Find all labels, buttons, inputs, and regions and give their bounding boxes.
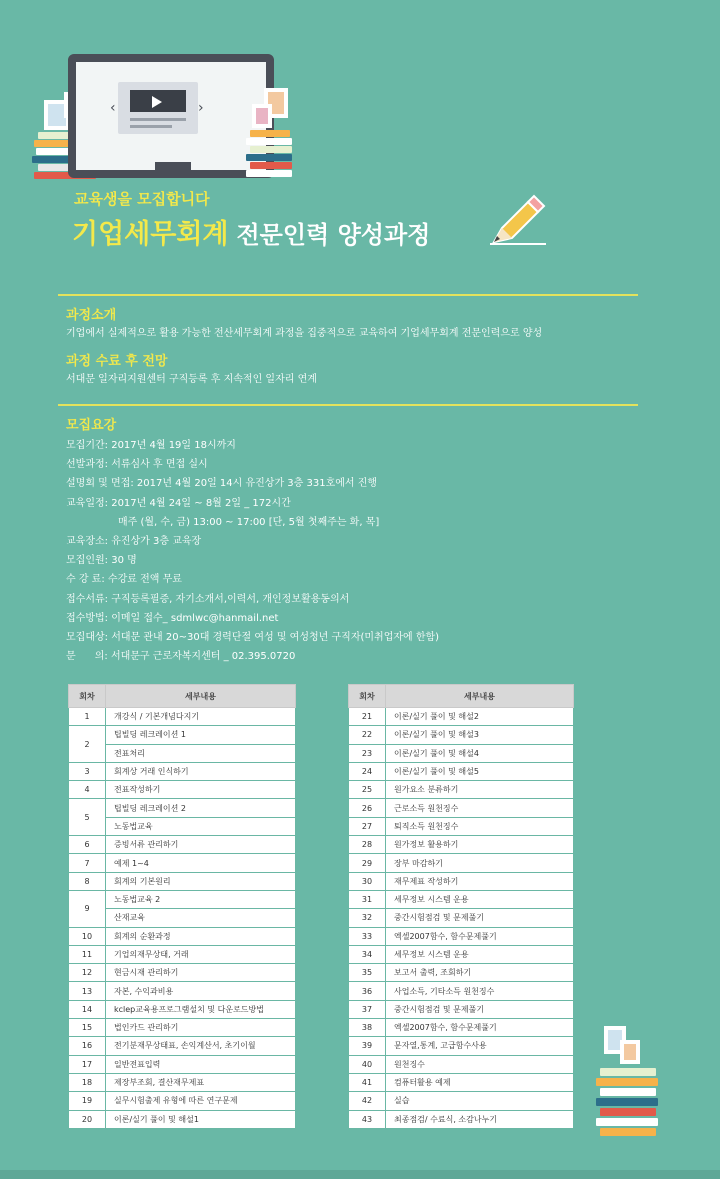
header-detail: 세부내용 — [386, 685, 574, 708]
book-icon — [600, 1128, 656, 1136]
table-row — [349, 836, 574, 854]
recruit-row — [66, 647, 439, 666]
session-detail: 이론/실기 풀이 및 해설1 — [106, 1110, 296, 1128]
session-detail: 이론/실기 풀이 및 해설3 — [386, 726, 574, 744]
recruit-value: 수강료 전액 무료 — [107, 574, 182, 586]
session-number: 36 — [349, 982, 386, 1000]
session-detail: 전표처리 — [106, 744, 296, 762]
table-row — [349, 744, 574, 762]
book-icon — [246, 154, 292, 161]
outlook-heading: 과정 수료 후 전망 — [66, 354, 168, 369]
session-number: 11 — [69, 945, 106, 963]
recruit-row — [66, 455, 439, 474]
session-detail: 전기분재무상태표, 손익계산서, 초기이월 — [106, 1037, 296, 1055]
session-detail: 개강식 / 기본개념다지기 — [106, 708, 296, 726]
table-row — [349, 872, 574, 890]
table-row — [69, 890, 296, 908]
table-row — [69, 1019, 296, 1037]
recruit-label: 설명회 및 면접: — [66, 478, 134, 490]
recruit-details — [66, 436, 439, 666]
recruit-value: 30 명 — [111, 555, 137, 567]
recruit-label: 문 의: — [66, 651, 108, 663]
table-row — [69, 726, 296, 744]
header-session: 회차 — [349, 685, 386, 708]
table-row — [69, 872, 296, 890]
recruit-row — [66, 551, 439, 570]
books-illustration — [590, 1020, 690, 1160]
session-detail: 전표작성하기 — [106, 781, 296, 799]
recruit-label: 수 강 료: — [66, 574, 105, 586]
recruit-value: 유진상가 3층 교육장 — [111, 536, 202, 548]
session-number: 30 — [349, 872, 386, 890]
recruit-email[interactable]: 이메일 접수_ sdmlwc@hanmail.net — [111, 612, 279, 624]
table-row — [349, 909, 574, 927]
session-number: 22 — [349, 726, 386, 744]
table-header — [349, 685, 574, 708]
recruit-value: 서류심사 후 면접 실시 — [111, 459, 208, 471]
session-detail: 중간시험점검 및 문제풀기 — [386, 909, 574, 927]
recruit-label: 교육일정: — [66, 497, 109, 509]
book-icon — [600, 1088, 656, 1096]
session-detail: 노동법교육 2 — [106, 890, 296, 908]
recruit-row — [66, 609, 439, 628]
book-icon — [250, 162, 292, 169]
recruit-label: 모집기간: — [66, 440, 109, 451]
table-row — [69, 708, 296, 726]
session-number: 7 — [69, 854, 106, 872]
book-icon — [250, 130, 290, 137]
table-row — [349, 982, 574, 1000]
recruit-value: 2017년 4월 20일 14시 유진상가 3층 331호에서 진행 — [136, 478, 378, 490]
recruit-value: 서대문 관내 20~30대 경력단절 여성 및 여성청년 구직자(미취업자에 한함) — [111, 632, 440, 644]
table-header — [69, 685, 296, 708]
table-row — [349, 708, 574, 726]
session-number: 40 — [349, 1055, 386, 1073]
recruit-heading: 모집요강 — [66, 418, 117, 433]
table-row — [349, 1000, 574, 1018]
recruit-row — [66, 474, 439, 493]
recruit-label: 접수방법: — [66, 612, 109, 624]
hero-illustration — [0, 0, 720, 185]
table-row — [349, 1037, 574, 1055]
table-row — [69, 1110, 296, 1128]
session-detail: 자본, 수익과비용 — [106, 982, 296, 1000]
book-icon — [600, 1068, 656, 1076]
table-row — [69, 964, 296, 982]
session-number: 4 — [69, 781, 106, 799]
table-row — [69, 762, 296, 780]
recruit-label: 모집인원: — [66, 555, 109, 567]
session-number: 41 — [349, 1073, 386, 1091]
session-detail: 근로소득 원천징수 — [386, 799, 574, 817]
recruit-value: 서대문구 근로자복지센터 _ 02.395.0720 — [110, 651, 296, 663]
recruit-row — [66, 436, 439, 455]
session-number: 32 — [349, 909, 386, 927]
session-detail: 보고서 출력, 조회하기 — [386, 964, 574, 982]
session-number: 24 — [349, 762, 386, 780]
session-number: 28 — [349, 836, 386, 854]
session-detail: 세무정보 시스템 운용 — [386, 945, 574, 963]
session-detail: 실습 — [386, 1092, 574, 1110]
table-row — [69, 1037, 296, 1055]
session-detail: 증빙서류 관리하기 — [106, 836, 296, 854]
session-number: 27 — [349, 817, 386, 835]
table-row — [349, 890, 574, 908]
session-number: 43 — [349, 1110, 386, 1128]
picture-frame-icon — [620, 1040, 640, 1064]
recruit-value: 매주 (월, 수, 금) 13:00 ~ 17:00 [단, 5월 첫째주는 화, 목] — [118, 516, 380, 528]
recruit-label: 교육장소: — [66, 536, 109, 548]
outlook-text: 서대문 일자리지원센터 구직등록 후 지속적인 일자리 연계 — [66, 374, 317, 385]
header-session: 회차 — [69, 685, 106, 708]
session-detail: 이론/실기 풀이 및 해설5 — [386, 762, 574, 780]
session-detail: 노동법교육 — [106, 817, 296, 835]
session-number: 1 — [69, 708, 106, 726]
session-detail: 기업의재무상태, 거래 — [106, 945, 296, 963]
session-detail: kclep교육용프로그램설치 및 다운로드방법 — [106, 1000, 296, 1018]
table-row — [349, 1019, 574, 1037]
session-number: 38 — [349, 1019, 386, 1037]
session-detail: 회계상 거래 인식하기 — [106, 762, 296, 780]
table-row — [349, 945, 574, 963]
play-icon — [152, 96, 162, 108]
table-row — [69, 982, 296, 1000]
table-row — [349, 1092, 574, 1110]
divider-line — [58, 294, 638, 296]
table-row — [69, 927, 296, 945]
table-row — [349, 781, 574, 799]
table-row — [69, 945, 296, 963]
session-number: 5 — [69, 799, 106, 836]
session-detail: 이론/실기 풀이 및 해설2 — [386, 708, 574, 726]
table-row — [69, 1092, 296, 1110]
table-row — [69, 836, 296, 854]
session-detail: 법인카드 관리하기 — [106, 1019, 296, 1037]
session-number: 31 — [349, 890, 386, 908]
hero-title-rest: 전문인력 양성과정 — [236, 221, 431, 249]
session-number: 20 — [69, 1110, 106, 1128]
session-number: 6 — [69, 836, 106, 854]
book-icon — [596, 1118, 658, 1126]
session-detail: 원가요소 분류하기 — [386, 781, 574, 799]
session-number: 21 — [349, 708, 386, 726]
session-detail: 최종점검/ 수료식, 소감나누기 — [386, 1110, 574, 1128]
session-number: 25 — [349, 781, 386, 799]
book-icon — [600, 1108, 656, 1116]
book-icon — [596, 1098, 658, 1106]
session-number: 16 — [69, 1037, 106, 1055]
session-detail: 엑셀2007함수, 함수문제풀기 — [386, 1019, 574, 1037]
monitor-base — [100, 170, 246, 178]
text-line — [130, 125, 172, 128]
recruit-value: 2017년 4월 24일 ~ 8월 2일 _ 172시간 — [111, 497, 291, 509]
session-detail: 세무정보 시스템 운용 — [386, 890, 574, 908]
session-number: 3 — [69, 762, 106, 780]
divider-line — [58, 404, 638, 406]
recruit-label: 접수서류: — [66, 593, 109, 605]
session-number: 2 — [69, 726, 106, 763]
recruit-row — [66, 590, 439, 609]
schedule-table-right — [348, 684, 574, 1129]
book-icon — [596, 1078, 658, 1086]
session-detail: 산재교육 — [106, 909, 296, 927]
table-row — [69, 854, 296, 872]
course-intro-text: 기업에서 실제적으로 활용 가능한 전산세무회계 과정을 집중적으로 교육하여 기업세무회계 전문인력으로 양성 — [66, 328, 543, 339]
book-icon — [246, 170, 292, 177]
session-detail: 제장부조회, 결산재무제표 — [106, 1073, 296, 1091]
course-intro-heading: 과정소개 — [66, 308, 117, 323]
chevron-right-icon: › — [198, 100, 204, 116]
recruit-label: 모집대상: — [66, 632, 109, 644]
session-detail: 엑셀2007함수, 함수문제풀기 — [386, 927, 574, 945]
table-row — [349, 726, 574, 744]
session-number: 33 — [349, 927, 386, 945]
session-number: 34 — [349, 945, 386, 963]
session-number: 23 — [349, 744, 386, 762]
session-detail: 이론/실기 풀이 및 해설4 — [386, 744, 574, 762]
session-detail: 회계의 기본원리 — [106, 872, 296, 890]
session-detail: 실무시험출제 유형에 따른 연구문제 — [106, 1092, 296, 1110]
session-detail: 팁빌딩 레크레이션 1 — [106, 726, 296, 744]
recruit-row — [66, 513, 439, 532]
table-row — [69, 1000, 296, 1018]
session-detail: 퇴직소득 원천징수 — [386, 817, 574, 835]
table-row — [349, 927, 574, 945]
session-detail: 장부 마감하기 — [386, 854, 574, 872]
text-line — [130, 118, 186, 121]
session-number: 29 — [349, 854, 386, 872]
session-number: 9 — [69, 890, 106, 927]
recruit-row — [66, 570, 439, 589]
session-detail: 문자열,통계, 고급함수사용 — [386, 1037, 574, 1055]
session-detail: 사업소득, 기타소득 원천징수 — [386, 982, 574, 1000]
pencil-icon — [488, 194, 548, 250]
table-row — [69, 799, 296, 817]
recruit-value: 구직등록필증, 자기소개서,이력서, 개인정보활용동의서 — [111, 593, 350, 605]
session-detail: 중간시험점검 및 문제풀기 — [386, 1000, 574, 1018]
table-row — [349, 854, 574, 872]
table-row — [69, 781, 296, 799]
session-number: 8 — [69, 872, 106, 890]
session-number: 14 — [69, 1000, 106, 1018]
session-detail: 원천징수 — [386, 1055, 574, 1073]
session-number: 19 — [69, 1092, 106, 1110]
session-number: 18 — [69, 1073, 106, 1091]
table-row — [69, 1055, 296, 1073]
session-number: 12 — [69, 964, 106, 982]
table-row — [349, 964, 574, 982]
session-number: 15 — [69, 1019, 106, 1037]
session-number: 13 — [69, 982, 106, 1000]
hero-title — [72, 212, 430, 251]
book-icon — [250, 146, 292, 153]
book-icon — [246, 138, 292, 145]
session-detail: 팁빌딩 레크레이션 2 — [106, 799, 296, 817]
chevron-left-icon: ‹ — [110, 100, 116, 116]
session-number: 17 — [69, 1055, 106, 1073]
session-number: 26 — [349, 799, 386, 817]
session-number: 35 — [349, 964, 386, 982]
hero-subtitle: 교육생을 모집합니다 — [74, 190, 210, 208]
session-number: 39 — [349, 1037, 386, 1055]
header-detail: 세부내용 — [106, 685, 296, 708]
session-detail: 현금시재 관리하기 — [106, 964, 296, 982]
table-row — [349, 1110, 574, 1128]
session-number: 37 — [349, 1000, 386, 1018]
session-detail: 재무제표 작성하기 — [386, 872, 574, 890]
table-row — [349, 762, 574, 780]
picture-frame-icon — [252, 104, 272, 128]
table-row — [349, 817, 574, 835]
table-row — [69, 1073, 296, 1091]
session-detail: 원가정보 활용하기 — [386, 836, 574, 854]
session-detail: 일반전표입력 — [106, 1055, 296, 1073]
schedule-table-left — [68, 684, 296, 1129]
recruit-row — [66, 532, 439, 551]
session-detail: 컴퓨터활용 예제 — [386, 1073, 574, 1091]
session-number: 10 — [69, 927, 106, 945]
recruit-row — [66, 628, 439, 647]
table-row — [349, 1073, 574, 1091]
session-number: 42 — [349, 1092, 386, 1110]
session-detail: 예제 1~4 — [106, 854, 296, 872]
table-row — [349, 799, 574, 817]
hero-title-highlight: 기업세무회계 — [72, 219, 229, 250]
table-row — [349, 1055, 574, 1073]
recruit-row — [66, 494, 439, 513]
bottom-bar — [0, 1170, 720, 1179]
session-detail: 회계의 순환과정 — [106, 927, 296, 945]
recruit-label: 선발과정: — [66, 459, 109, 471]
recruit-value: 2017년 4월 19일 18시까지 — [111, 440, 236, 451]
